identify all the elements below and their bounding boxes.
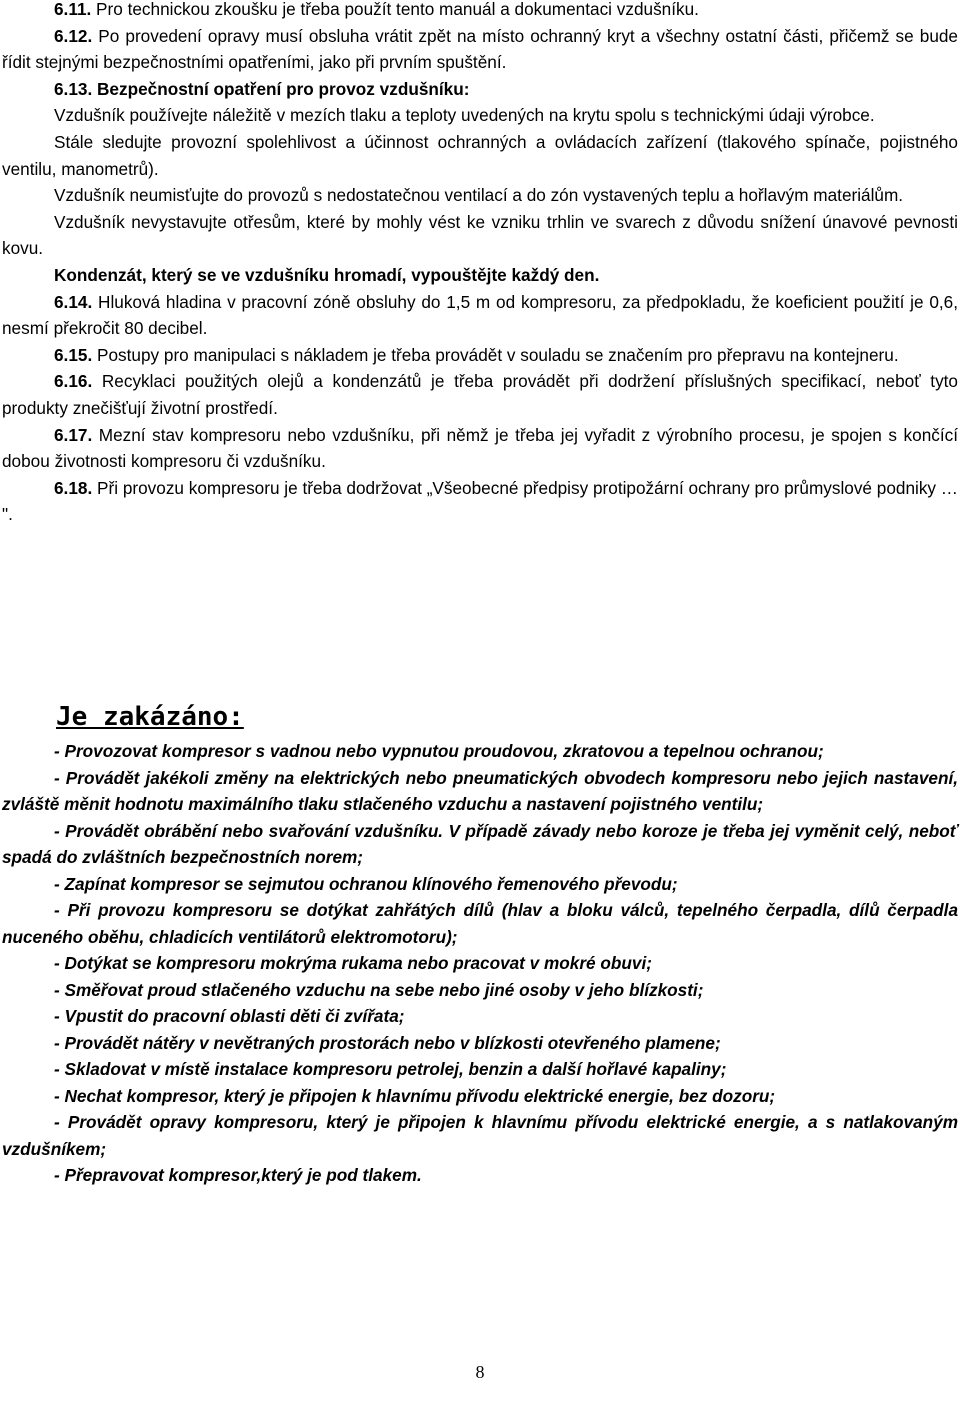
- page-number: 8: [475, 1362, 485, 1382]
- paragraph-6-12: [2, 23, 958, 76]
- paragraph-text: Kondenzát, který se ve vzdušníku hromadí, vypouštějte každý den.: [54, 264, 600, 285]
- section-number: 6.17.: [54, 424, 93, 445]
- paragraph-6-16: [2, 368, 958, 421]
- paragraph-text: Pro technickou zkoušku je třeba použít tento manuál a dokumentaci vzdušníku.: [91, 0, 699, 19]
- section-number: 6.11.: [54, 0, 92, 19]
- section-number: 6.12.: [54, 25, 93, 46]
- paragraph-text: Vzdušník nevystavujte otřesům, které by mohly vést ke vzniku trhlin ve svarech z důvodu snížení únavové pevnosti kovu.: [2, 211, 958, 259]
- section-heading: Bezpečnostní opatření pro provoz vzdušníku:: [92, 78, 470, 99]
- section-number: 6.14.: [54, 291, 93, 312]
- forbidden-item: - Směřovat proud stlačeného vzduchu na sebe nebo jiné osoby v jeho blízkosti;: [54, 979, 704, 1000]
- paragraph-text: Hluková hladina v pracovní zóně obsluhy do 1,5 m od kompresoru, za předpokladu, že koeficient použití je 0,6, nesmí překročit 80 decibel.: [2, 291, 958, 339]
- forbidden-title: Je zakázáno:: [56, 702, 244, 732]
- forbidden-item: - Provádět nátěry v nevětraných prostorách nebo v blízkosti otevřeného plamene;: [54, 1032, 721, 1053]
- forbidden-item: - Při provozu kompresoru se dotýkat zahřátých dílů (hlav a bloku válců, tepelného čerpadla, dílů čerpadla nuceného oběhu, chladicích ventilátorů elektromotoru);: [2, 900, 958, 947]
- paragraph-text: Postupy pro manipulaci s nákladem je třeba provádět v souladu se značením pro přepravu na kontejneru.: [92, 344, 899, 365]
- paragraph-text: Recyklaci použitých olejů a kondenzátů je třeba provádět při dodržení příslušných specifikací, neboť tyto produkty znečišťují životní prostředí.: [2, 371, 958, 418]
- paragraph-text: Mezní stav kompresoru nebo vzdušníku, při němž je třeba jej vyřadit z výrobního procesu, je spojen s končící dobou životnosti kompresoru či vzdušníku.: [2, 424, 958, 472]
- forbidden-item: - Provádět obrábění nebo svařování vzdušníku. V případě závady nebo koroze je třeba jej vyměnit celý, neboť spadá do zvláštních bezpečnostních norem;: [2, 820, 958, 867]
- paragraph-text: Stále sledujte provozní spolehlivost a účinnost ochranných a ovládacích zařízení (tlakového spínače, pojistného ventilu, manometrů).: [2, 131, 958, 179]
- paragraph-6-18: [2, 475, 958, 528]
- section-number: 6.18.: [54, 477, 93, 498]
- paragraph-pressure-limits: [2, 102, 958, 129]
- paragraph-condensate: [2, 262, 958, 289]
- forbidden-item: - Přepravovat kompresor,který je pod tlakem.: [54, 1165, 422, 1185]
- forbidden-item: - Provozovat kompresor s vadnou nebo vypnutou proudovou, zkratovou a tepelnou ochranou;: [54, 741, 824, 761]
- paragraph-6-11: [2, 0, 958, 23]
- paragraph-vibration: [2, 209, 958, 262]
- forbidden-item: - Vpustit do pracovní oblasti děti či zvířata;: [54, 1006, 405, 1026]
- forbidden-list: [2, 738, 958, 1189]
- forbidden-item: - Provádět jakékoli změny na elektrických nebo pneumatických obvodech kompresoru nebo jejich nastavení, zvláště měnit hodnotu maximálního tlaku stlačeného vzduchu a nastavení pojistného ventilu;: [2, 767, 958, 814]
- paragraph-ventilation: [2, 182, 958, 209]
- paragraph-text: Po provedení opravy musí obsluha vrátit zpět na místo ochranný kryt a všechny ostatní části, přičemž se bude řídit stejnými bezpečnostními opatřeními, jako při prvním spuštění.: [2, 25, 958, 73]
- section-number: 6.15.: [54, 344, 93, 365]
- paragraph-6-13: [2, 76, 958, 103]
- forbidden-item: - Skladovat v místě instalace kompresoru petrolej, benzin a další hořlavé kapaliny;: [54, 1059, 727, 1079]
- forbidden-item: - Nechat kompresor, který je připojen k hlavnímu přívodu elektrické energie, bez dozoru;: [54, 1085, 776, 1106]
- paragraph-text: Při provozu kompresoru je třeba dodržovat „Všeobecné předpisy protipožární ochrany pro průmyslové podniky … ".: [2, 477, 958, 525]
- paragraph-6-14: [2, 289, 958, 342]
- section-number: 6.13.: [54, 78, 93, 99]
- paragraph-6-15: [2, 342, 958, 369]
- paragraph-text: Vzdušník neumisťujte do provozů s nedostatečnou ventilací a do zón vystavených teplu a hořlavým materiálům.: [54, 185, 904, 206]
- forbidden-item: - Zapínat kompresor se sejmutou ochranou klínového řemenového převodu;: [54, 873, 678, 894]
- section-number: 6.16.: [54, 371, 93, 392]
- paragraph-6-17: [2, 422, 958, 475]
- paragraph-text: Vzdušník používejte náležitě v mezích tlaku a teploty uvedených na krytu spolu s technickými údaji výrobce.: [54, 105, 875, 126]
- paragraph-monitoring: [2, 129, 958, 182]
- forbidden-item: - Provádět opravy kompresoru, který je připojen k hlavnímu přívodu elektrické energie, a s natlakovaným vzdušníkem;: [2, 1112, 958, 1159]
- safety-section: [2, 0, 958, 528]
- forbidden-item: - Dotýkat se kompresoru mokrýma rukama nebo pracovat v mokré obuvi;: [54, 953, 652, 973]
